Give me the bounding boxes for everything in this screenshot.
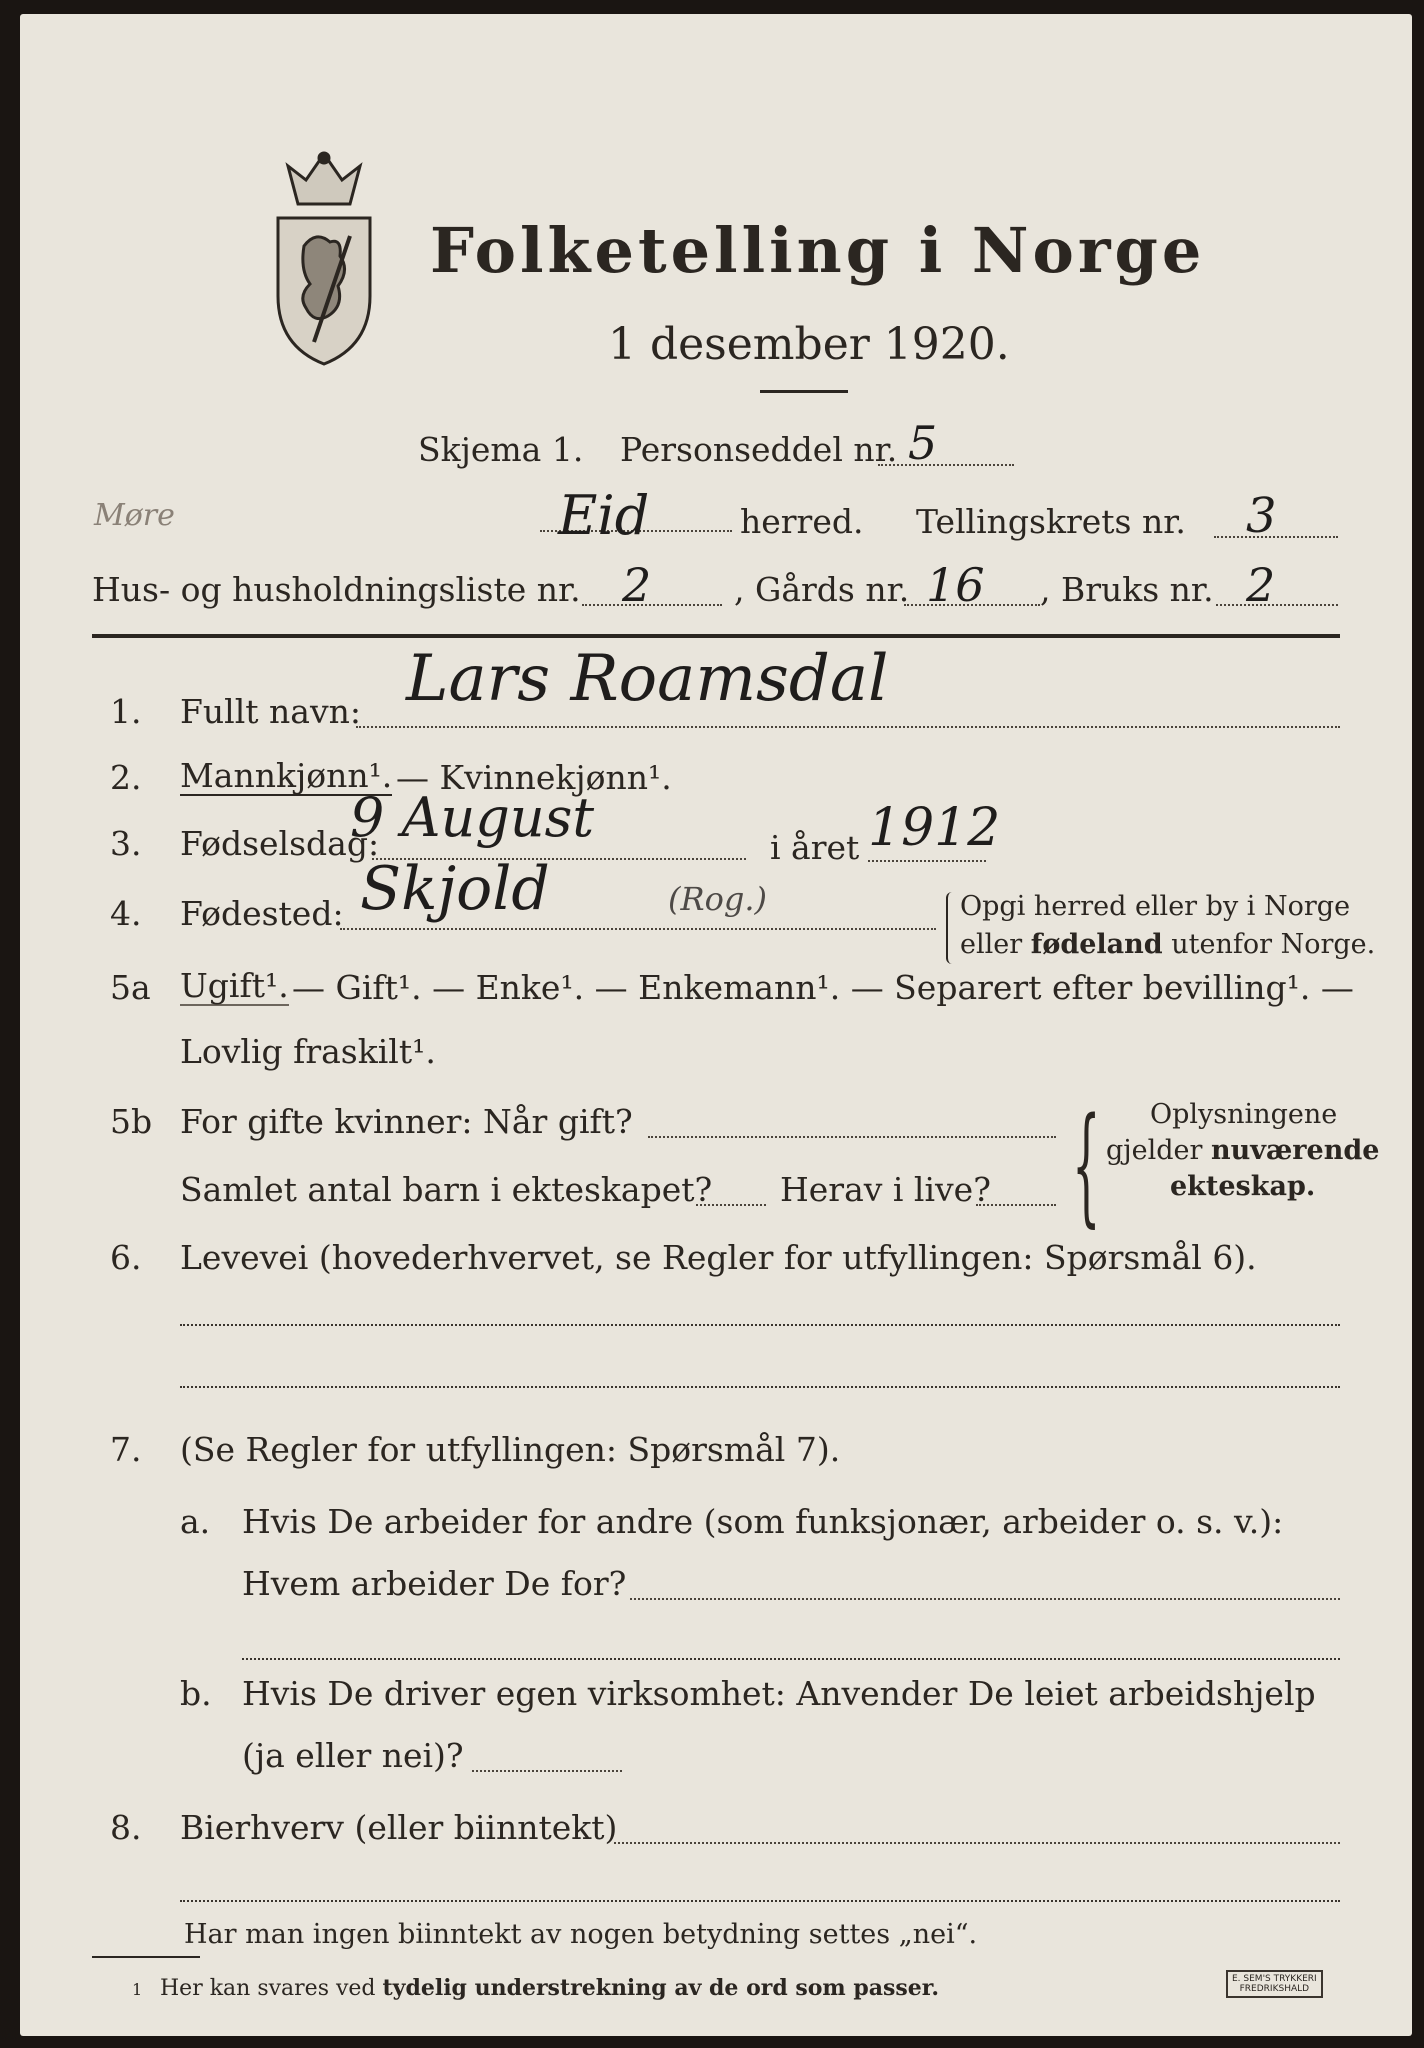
husliste-value: 2 [622, 558, 652, 612]
marriage-note-3: ekteskap. [1170, 1171, 1316, 1202]
footer-note: Har man ingen biinntekt av nogen betydning settes „nei“. [184, 1919, 978, 1950]
q4-number: 4. [110, 894, 142, 933]
q7a-line-2: Hvem arbeider De for? [242, 1564, 627, 1603]
bruks-value: 2 [1246, 558, 1276, 612]
birthplace-brace [946, 892, 954, 964]
birthplace-hint-1: Opgi herred eller by i Norge [960, 891, 1351, 922]
occupation-line-2[interactable] [180, 1386, 1340, 1388]
footnote-divider [92, 1956, 200, 1958]
personseddel-label: Personseddel nr. [620, 430, 898, 469]
footnote-mark: 1 [132, 1980, 143, 1999]
birthdate-value: 9 August [350, 786, 595, 849]
q1-number: 1. [110, 692, 142, 731]
q6-label: Levevei (hovederhvervet, se Regler for utfyllingen: Spørsmål 6). [180, 1238, 1257, 1277]
marriage-note-2: gjelder nuværende [1106, 1135, 1380, 1166]
employer-field[interactable] [630, 1598, 1340, 1600]
gards-value: 16 [926, 558, 985, 612]
male-option[interactable]: Mannkjønn¹. [180, 756, 393, 795]
q7b-line-2: (ja eller nei)? [242, 1736, 464, 1775]
form-title: Folketelling i Norge [430, 214, 1206, 287]
personseddel-value: 5 [908, 416, 938, 470]
children-field[interactable] [696, 1204, 766, 1206]
birthplace-note: (Rog.) [668, 880, 767, 918]
q7b-line-1: Hvis De driver egen virksomhet: Anvender De leiet arbeidshjelp [242, 1674, 1316, 1713]
title-divider [760, 390, 848, 393]
q6-number: 6. [110, 1238, 142, 1277]
bruks-field[interactable] [1216, 604, 1338, 606]
q3-number: 3. [110, 824, 142, 863]
unmarried-option[interactable]: Ugift¹. [180, 966, 289, 1005]
marital-options[interactable]: — Gift¹. — Enke¹. — Enkemann¹. — Separert efter bevilling¹. — [292, 968, 1354, 1007]
skjema-label: Skjema 1. [418, 430, 584, 469]
tellingskrets-value: 3 [1246, 488, 1277, 544]
margin-note: Møre [94, 498, 175, 533]
bruks-label: , Bruks nr. [1040, 570, 1214, 609]
birthplace-field[interactable] [340, 928, 936, 930]
q8-label: Bierhverv (eller biinntekt) [180, 1808, 618, 1847]
q3-label: Fødselsdag: [180, 824, 380, 863]
full-name-field[interactable] [356, 726, 1340, 728]
side-income-line-2[interactable] [180, 1900, 1340, 1902]
birthyear-field[interactable] [868, 860, 986, 862]
gards-label: , Gårds nr. [734, 570, 910, 609]
birthyear-value: 1912 [868, 798, 1001, 858]
q8-number: 8. [110, 1808, 142, 1847]
hired-help-field[interactable] [472, 1770, 622, 1772]
birthyear-label: i året [770, 828, 860, 867]
married-when-label: For gifte kvinner: Når gift? [180, 1102, 633, 1141]
birthplace-value: Skjold [360, 854, 550, 924]
q7b-letter: b. [180, 1674, 212, 1713]
q1-label: Fullt navn: [180, 692, 361, 731]
q7a-line-1: Hvis De arbeider for andre (som funksjonær, arbeider o. s. v.): [242, 1502, 1284, 1541]
herred-value: Eid [558, 484, 650, 547]
side-income-field[interactable] [614, 1842, 1340, 1844]
occupation-line-1[interactable] [180, 1324, 1340, 1326]
divorced-option[interactable]: Lovlig fraskilt¹. [180, 1032, 436, 1071]
married-when-field[interactable] [648, 1136, 1056, 1138]
norway-coat-of-arms-icon [258, 146, 390, 368]
printer-stamp: E. SEM'S TRYKKERI FREDRIKSHALD [1226, 1970, 1323, 1998]
q2-number: 2. [110, 758, 142, 797]
census-form [20, 14, 1412, 2036]
employer-line-2[interactable] [242, 1658, 1340, 1660]
footnote-text: Her kan svares ved tydelig understrekning av de ord som passer. [160, 1975, 940, 2001]
children-label: Samlet antal barn i ekteskapet? [180, 1170, 713, 1209]
herred-label: herred. [740, 502, 864, 541]
q7-label: (Se Regler for utfyllingen: Spørsmål 7). [180, 1430, 841, 1469]
female-option[interactable]: — Kvinnekjønn¹. [396, 758, 672, 797]
husliste-label: Hus- og husholdningsliste nr. [92, 570, 581, 609]
marriage-brace: { [1072, 1091, 1101, 1240]
alive-label: Herav i live? [780, 1170, 991, 1209]
husliste-field[interactable] [582, 604, 722, 606]
personseddel-field[interactable] [878, 464, 1014, 466]
q4-label: Fødested: [180, 894, 344, 933]
q5a-number: 5a [110, 968, 151, 1007]
marriage-note-1: Oplysningene [1150, 1099, 1338, 1130]
census-date: 1 desember 1920. [608, 319, 1010, 370]
header-divider [92, 634, 1340, 638]
q7-number: 7. [110, 1430, 142, 1469]
full-name-value: Lars Roamsdal [406, 642, 889, 716]
q7a-letter: a. [180, 1502, 211, 1541]
birthplace-hint-2: eller fødeland utenfor Norge. [960, 929, 1376, 960]
q5b-number: 5b [110, 1102, 153, 1141]
alive-field[interactable] [976, 1204, 1056, 1206]
tellingskrets-label: Tellingskrets nr. [916, 502, 1186, 541]
